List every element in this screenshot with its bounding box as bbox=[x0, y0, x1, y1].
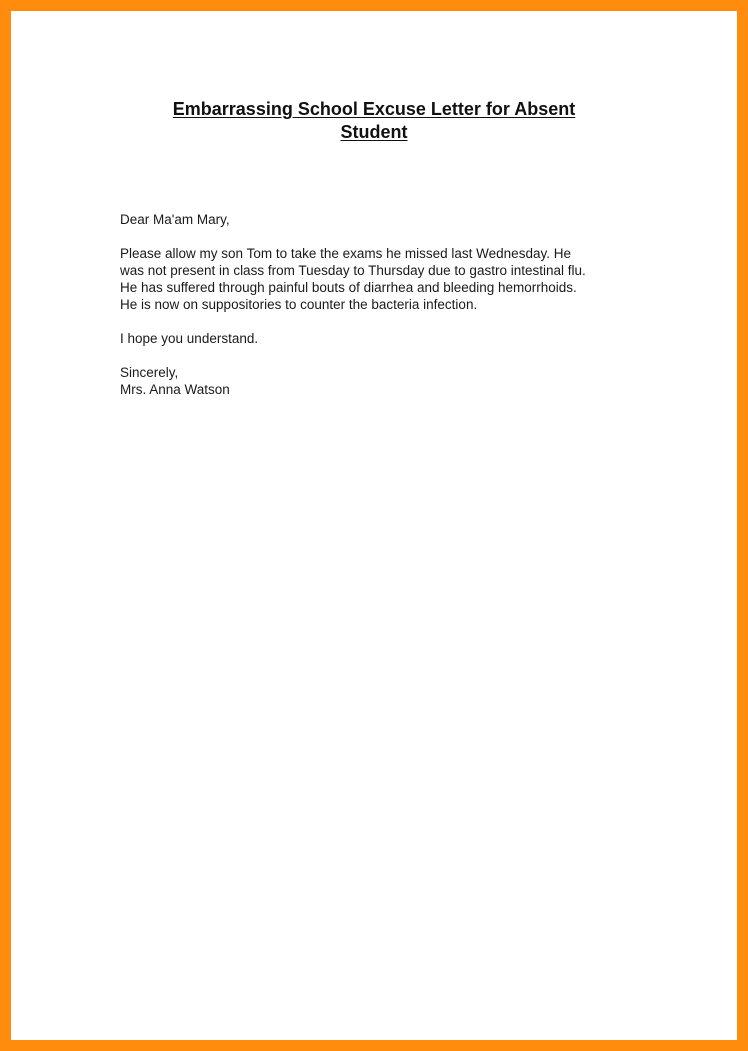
sign-off: Sincerely, bbox=[120, 365, 179, 380]
body-line: Please allow my son Tom to take the exams he missed last Wednesday. He bbox=[120, 246, 571, 261]
title-line-2: Student bbox=[340, 122, 408, 142]
body-line: He is now on suppositories to counter the bacteria infection. bbox=[120, 297, 478, 312]
salutation: Dear Ma'am Mary, bbox=[120, 212, 230, 227]
signature-name: Mrs. Anna Watson bbox=[120, 382, 230, 397]
body-line: was not present in class from Tuesday to Thursday due to gastro intestinal flu. bbox=[120, 263, 586, 278]
body-paragraph bbox=[120, 245, 630, 313]
closing-remark: I hope you understand. bbox=[120, 331, 259, 346]
signature-block bbox=[120, 364, 630, 398]
letter-body bbox=[120, 211, 630, 415]
letter-title bbox=[11, 98, 737, 144]
title-line-1: Embarrassing School Excuse Letter for Absent bbox=[172, 99, 576, 119]
body-line: He has suffered through painful bouts of diarrhea and bleeding hemorrhoids. bbox=[120, 280, 577, 295]
